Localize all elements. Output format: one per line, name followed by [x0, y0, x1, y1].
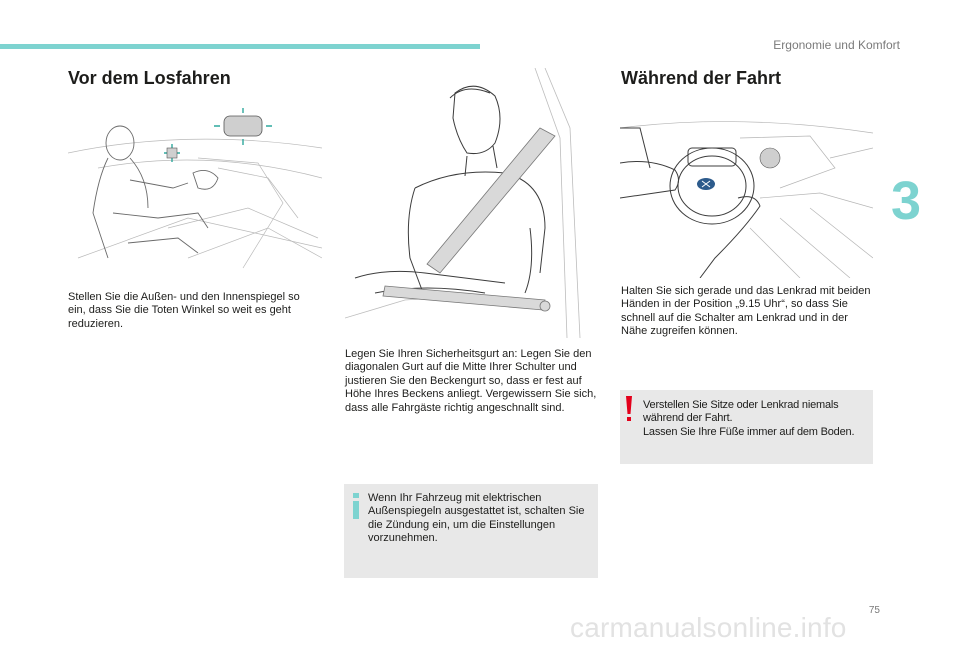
exclamation-icon [624, 396, 634, 422]
seatbelt-instructions: Legen Sie Ihren Sicherheitsgurt an: Legen Sie den diagonalen Gurt auf die Mitte Ihrer Schulter und justieren Sie den Beckengurt so, dass er fest auf Höhe Ihres Beckens anliegt. Vergewissern Sie sich, dass alle Fahrgäste richtig angeschnallt sind. [345, 348, 597, 414]
seatbelt-illustration [345, 68, 583, 340]
warning-line-2: Lassen Sie Ihre Füße immer auf dem Boden. [643, 425, 855, 438]
chapter-number: 3 [891, 171, 922, 231]
section-title: Ergonomie und Komfort [773, 38, 900, 52]
heading-before-driving: Vor dem Losfahren [68, 68, 231, 88]
header-accent-bar [0, 44, 480, 49]
steering-wheel-illustration [620, 108, 873, 278]
info-note-text: Wenn Ihr Fahrzeug mit elektrischen Außenspiegeln ausgestattet ist, schalten Sie die Zündung ein, um die Einstellungen vorzunehmen. [368, 492, 585, 545]
watermark: carmanualsonline.info [570, 612, 847, 643]
warning-note-text [643, 399, 869, 439]
steering-instructions: Halten Sie sich gerade und das Lenkrad mit beiden Händen in der Position „9.15 Uhr“, so dass Sie schnell auf die Schalter am Lenkrad und in der Nähe zugreifen können. [621, 285, 871, 338]
heading-while-driving: Während der Fahrt [621, 68, 782, 88]
mirror-instructions: Stellen Sie die Außen- und den Innenspiegel so ein, dass Sie die Toten Winkel so weit es geht reduzieren. [68, 291, 300, 330]
page-number: 75 [868, 605, 880, 616]
warning-line-1: Verstellen Sie Sitze oder Lenkrad niemals während der Fahrt. [643, 399, 839, 425]
info-icon [352, 493, 360, 519]
warning-note-box [620, 390, 873, 464]
mirror-adjustment-illustration [68, 108, 322, 278]
info-note-box [344, 484, 598, 578]
